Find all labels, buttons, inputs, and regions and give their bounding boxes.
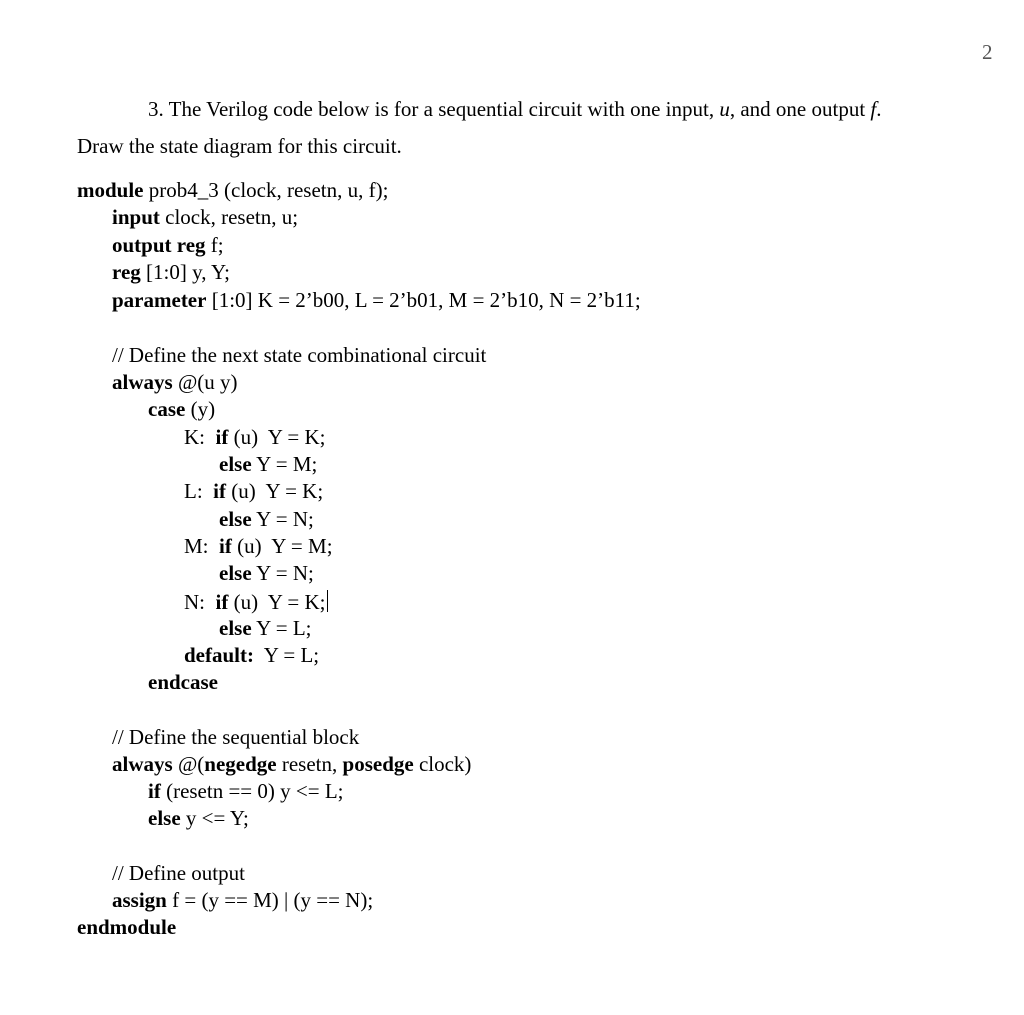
code-line-else-y [148, 808, 249, 829]
keyword-else: else [219, 561, 252, 585]
code-line-case-l [184, 481, 323, 502]
question-text-b: , and one output [729, 97, 866, 121]
output-variable: f [870, 97, 877, 121]
state-label: K: [184, 425, 216, 449]
code-line-assign [112, 890, 373, 911]
code-text: (y) [185, 397, 216, 421]
code-line-output [112, 235, 224, 256]
code-text: Y = L; [254, 643, 320, 667]
code-text: y <= Y; [180, 806, 249, 830]
keyword-negedge: negedge [204, 752, 277, 776]
code-text: clock, resetn, u; [159, 205, 299, 229]
code-text: (resetn == 0) y <= L; [160, 779, 344, 803]
keyword-input: input [112, 205, 160, 229]
code-line-endcase [148, 672, 218, 693]
keyword-module: module [77, 178, 144, 202]
code-text: clock) [413, 752, 472, 776]
keyword-parameter: parameter [112, 288, 207, 312]
keyword-else: else [148, 806, 181, 830]
code-line-parameter [112, 290, 641, 311]
code-line-default [184, 645, 319, 666]
code-line-input [112, 207, 298, 228]
keyword-always: always [112, 752, 173, 776]
question-line-2: Draw the state diagram for this circuit. [77, 134, 402, 158]
code-text: f = (y == M) | (y == N); [166, 888, 374, 912]
code-text: resetn, [276, 752, 343, 776]
keyword-reg: reg [112, 260, 141, 284]
keyword-endmodule: endmodule [77, 915, 177, 939]
code-line-case-m [184, 536, 333, 557]
keyword-if: if [213, 479, 226, 503]
keyword-else: else [219, 616, 252, 640]
input-variable: u [719, 97, 730, 121]
code-line-module [77, 180, 388, 201]
code-line-if-reset [148, 781, 344, 802]
code-line-always-2 [112, 754, 471, 775]
code-text: [1:0] K = 2’b00, L = 2’b01, M = 2’b10, N = 2’b11; [206, 288, 641, 312]
code-line-endmodule [77, 917, 176, 938]
code-text: Y = N; [251, 561, 314, 585]
code-line-always-1 [112, 372, 238, 393]
question-line-1 [148, 97, 882, 122]
code-text: (u) Y = K; [226, 479, 324, 503]
code-line-case-k [184, 427, 326, 448]
question-number: 3. [148, 97, 164, 121]
keyword-if: if [148, 779, 161, 803]
code-text: Y = N; [251, 507, 314, 531]
keyword-if: if [215, 425, 229, 449]
code-text: (u) Y = M; [231, 534, 333, 558]
page-number: 2 [982, 40, 993, 64]
code-text: Y = L; [251, 616, 312, 640]
keyword-posedge: posedge [342, 752, 414, 776]
state-label: N: [184, 590, 216, 614]
code-line-else-m [219, 563, 314, 584]
code-text: prob4_3 (clock, resetn, u, f); [143, 178, 389, 202]
code-text: @(u y) [172, 370, 238, 394]
code-text: @( [172, 752, 205, 776]
code-line-case-n [184, 590, 328, 613]
code-text: [1:0] y, Y; [140, 260, 231, 284]
keyword-assign: assign [112, 888, 167, 912]
keyword-case: case [148, 397, 186, 421]
code-text: (u) Y = K; [228, 590, 326, 614]
keyword-if: if [215, 590, 229, 614]
state-label: M: [184, 534, 220, 558]
keyword-default: default: [184, 643, 254, 667]
code-line-case [148, 399, 215, 420]
code-line-else-k [219, 454, 317, 475]
keyword-else: else [219, 507, 252, 531]
code-line-else-l [219, 509, 314, 530]
code-comment-output: // Define output [112, 861, 245, 885]
code-comment-next-state: // Define the next state combinational circuit [112, 343, 487, 367]
keyword-else: else [219, 452, 252, 476]
code-text: Y = M; [251, 452, 318, 476]
keyword-output-reg: output reg [112, 233, 206, 257]
keyword-always: always [112, 370, 173, 394]
text-cursor [327, 590, 328, 612]
keyword-endcase: endcase [148, 670, 218, 694]
code-line-else-n [219, 618, 312, 639]
question-text-a: The Verilog code below is for a sequential circuit with one input, [168, 97, 715, 121]
state-label: L: [184, 479, 214, 503]
code-comment-sequential: // Define the sequential block [112, 725, 360, 749]
code-line-reg [112, 262, 230, 283]
keyword-if: if [219, 534, 232, 558]
question-text-c: . [876, 97, 882, 121]
code-text: (u) Y = K; [228, 425, 326, 449]
code-text: f; [205, 233, 224, 257]
